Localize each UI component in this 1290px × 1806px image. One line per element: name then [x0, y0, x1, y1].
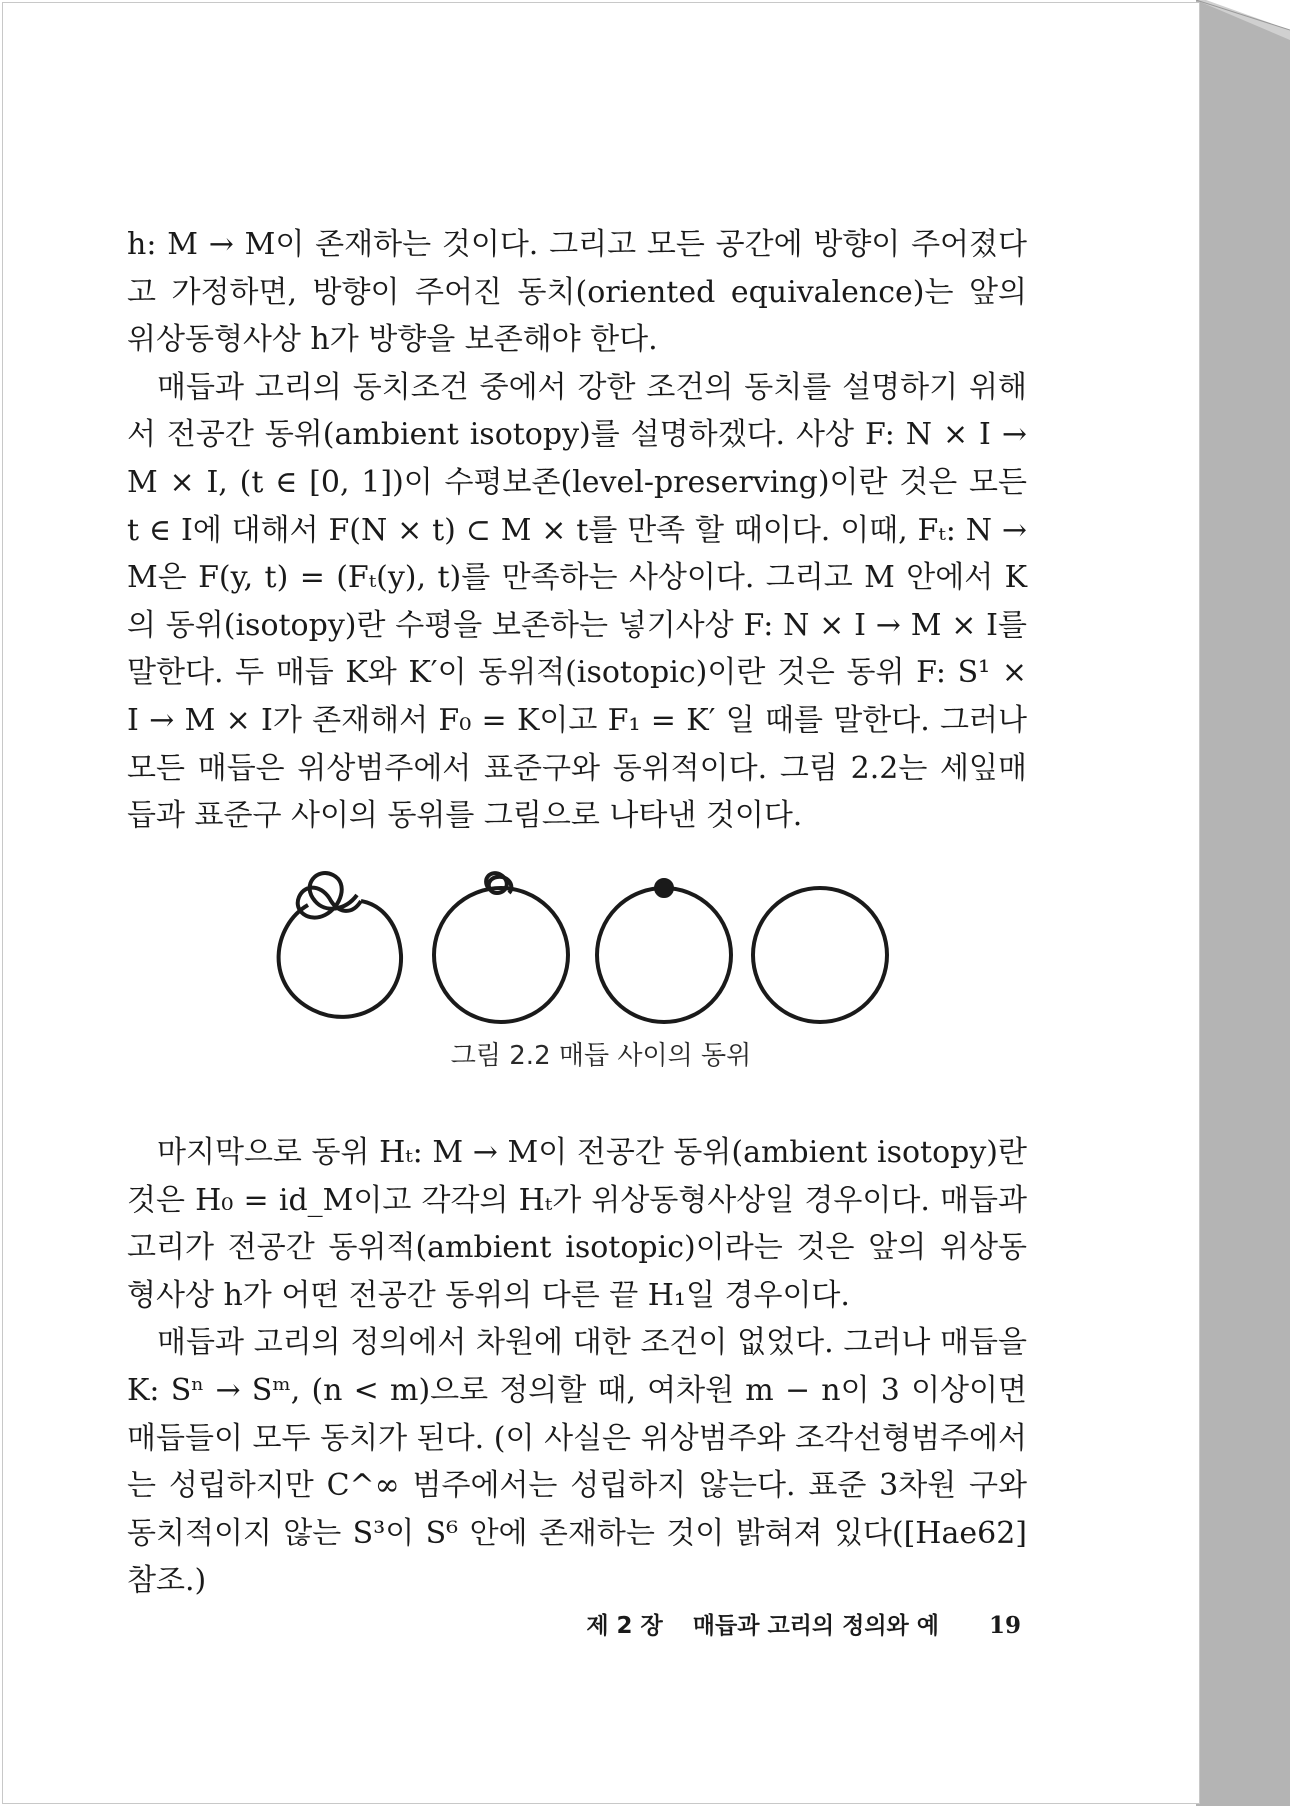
- paragraph-1: h: M → M이 존재하는 것이다. 그리고 모든 공간에 방향이 주어졌다고 가정하면, 방향이 주어진 동치(oriented equivalence)는 앞의 위상동형사상 h가 방향을 보존해야 한다.: [127, 227, 1027, 358]
- book-page-edge: [1196, 0, 1290, 1806]
- trefoil-knot-large: [279, 873, 401, 1017]
- book-page: [2, 2, 1200, 1804]
- footer-chapter-title: 매듭과 고리의 정의와 예: [692, 1613, 939, 1639]
- paragraph-2: 매듭과 고리의 동치조건 중에서 강한 조건의 동치를 설명하기 위해서 전공간 동위(ambient isotopy)를 설명하겠다. 사상 F: N × I → M × I, (t ∈ [0, 1])이 수평보존(level-preserving)이란 것은 모든 t ∈ I에 대해서 F(N × t) ⊂ M × t를 만족 할 때이다. 이때, Fₜ: N → M은 F(y, t) = (Fₜ(y), t)를 만족하는 사상이다. 그리고 M 안에서 K의 동위(isotopy)란 수평을 보존하는 넣기사상 F: N × I → M × I를 말한다. 두 매듭 K와 K′이 동위적(isotopic)이란 것은 동위 F: S¹ × I → M × I가 존재해서 F₀ = K이고 F₁ = K′ 일 때를 말한다. 그러나 모든 매듭은 위상범주에서 표준구와 동위적이다. 그림 2.2는 세잎매듭과 표준구 사이의 동위를 그림으로 나타낸 것이다.: [127, 369, 1027, 834]
- circle-with-dot: [597, 880, 731, 1022]
- standard-circle: [753, 888, 887, 1022]
- trefoil-knot-small: [434, 873, 568, 1022]
- lower-text-block: [127, 1129, 1027, 1605]
- knot-isotopy-figure: [253, 865, 903, 1025]
- footer-chapter: 제 2 장: [586, 1613, 663, 1639]
- page-number: 19: [988, 1612, 1021, 1639]
- paragraph-4: 매듭과 고리의 정의에서 차원에 대한 조건이 없었다. 그러나 매듭을 K: Sⁿ → Sᵐ, (n < m)으로 정의할 때, 여차원 m − n이 3 이상이면 매듭들이 모두 동치가 된다. (이 사실은 위상범주와 조각선형범주에서는 성립하지만 C^∞ 범주에서는 성립하지 않는다. 표준 3차원 구와 동치적이지 않는 S³이 S⁶ 안에 존재하는 것이 밝혀져 있다([Hae62] 참조.): [127, 1325, 1027, 1599]
- paragraph-3: 마지막으로 동위 Hₜ: M → M이 전공간 동위(ambient isotopy)란 것은 H₀ = id_M이고 각각의 Hₜ가 위상동형사상일 경우이다. 매듭과 고리가 전공간 동위적(ambient isotopic)이라는 것은 앞의 위상동형사상 h가 어떤 전공간 동위의 다른 끝 H₁일 경우이다.: [127, 1135, 1027, 1313]
- page-footer: [586, 1607, 1021, 1640]
- figure-caption: 그림 2.2 매듭 사이의 동위: [450, 1041, 752, 1071]
- upper-text-block: [127, 221, 1027, 840]
